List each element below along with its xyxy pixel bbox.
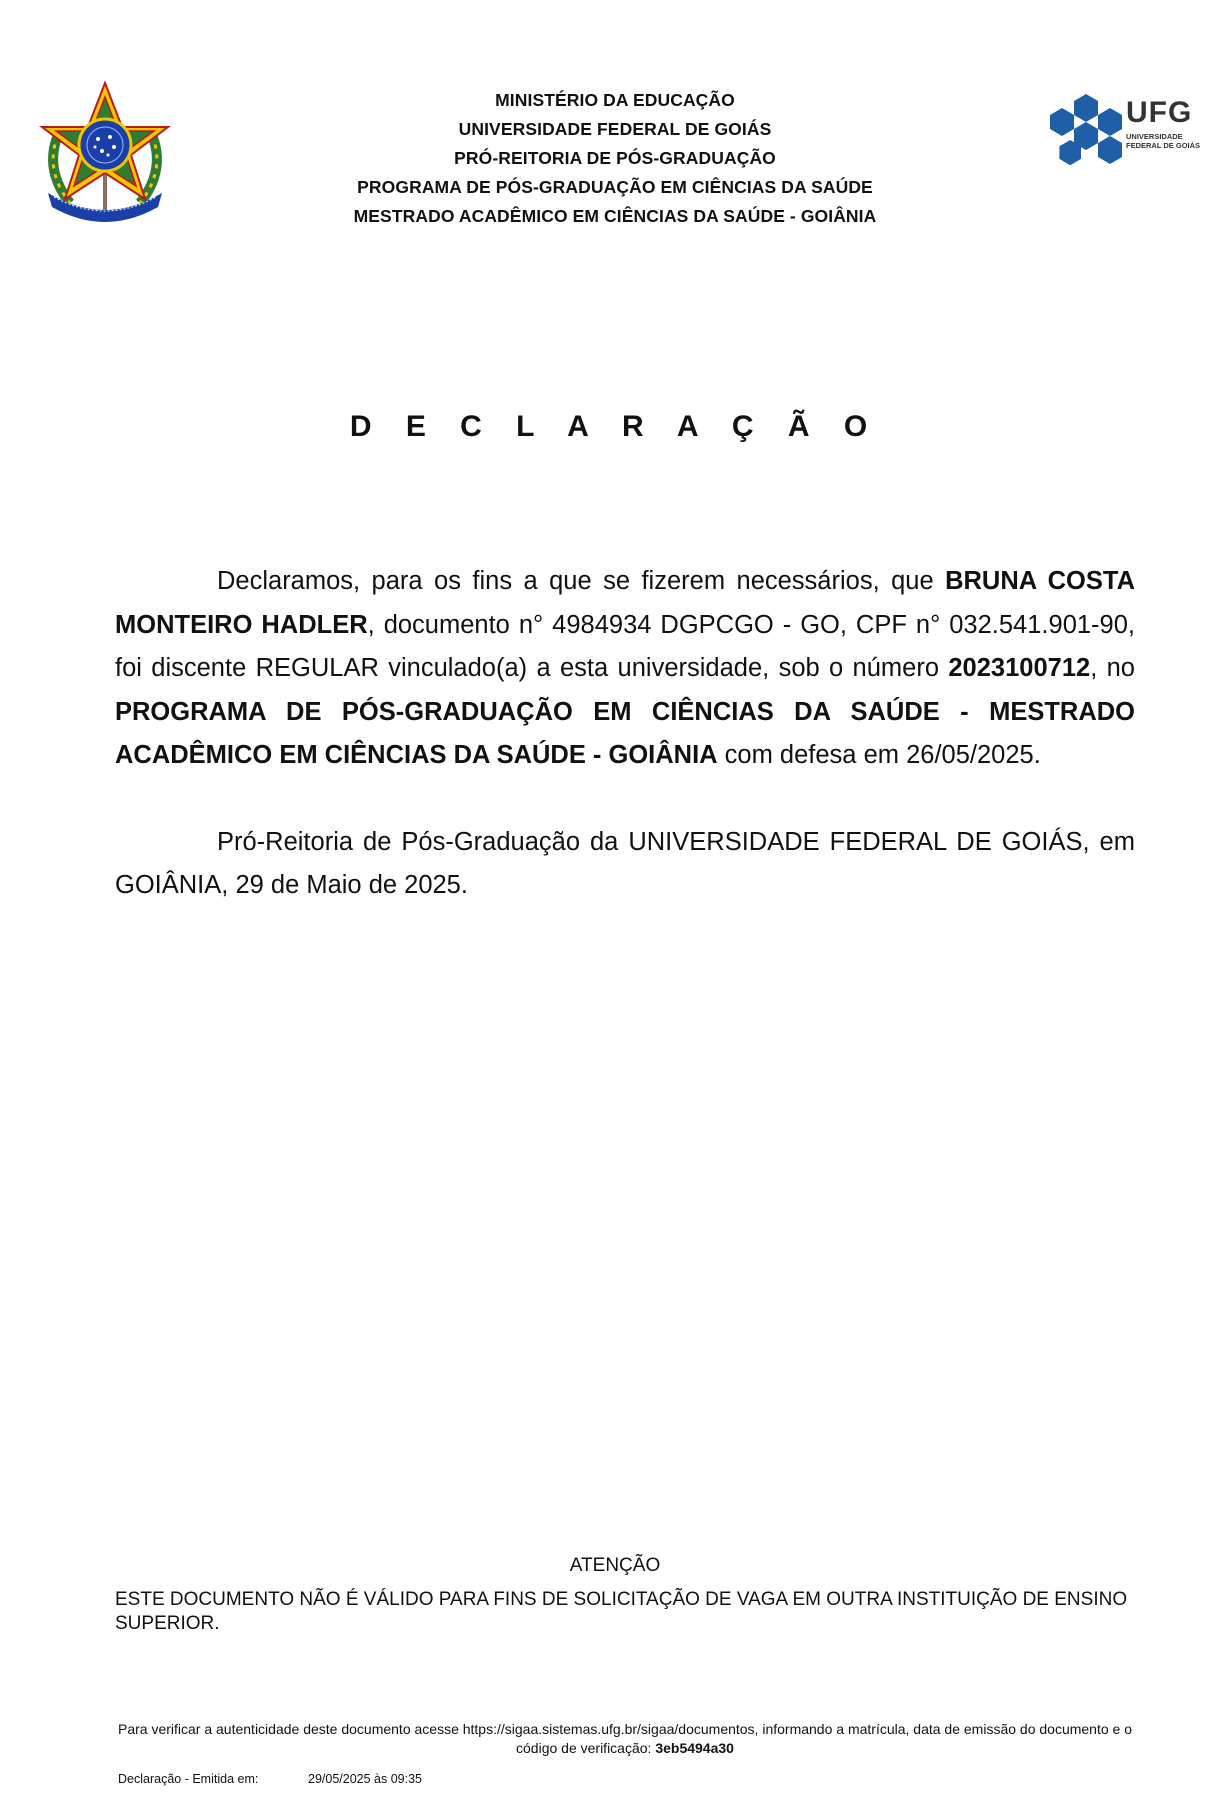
header-line-pro-rectory: PRÓ-REITORIA DE PÓS-GRADUAÇÃO — [454, 148, 776, 168]
header-line-program: PROGRAMA DE PÓS-GRADUAÇÃO EM CIÊNCIAS DA SAÚDE — [357, 177, 873, 197]
student-name: BRUNA COSTA MONTEIRO HADLER — [115, 567, 1135, 639]
declaration-no-text: , no — [1090, 654, 1135, 682]
ufg-logo-text: UFG — [1126, 96, 1193, 129]
ufg-logo-subtext-2: FEDERAL DE GOIÁS — [1126, 141, 1201, 150]
verification-text: Para verificar a autenticidade deste documento acesse https://sigaa.sistemas.ufg.br/sigaa/documentos, informando a matrícula, data de emissão do documento e o código de verificação: — [117, 1721, 1132, 1756]
declaration-body — [115, 560, 1135, 908]
header-line-university: UNIVERSIDADE FEDERAL DE GOIÁS — [458, 119, 772, 139]
declaration-defense-text: com defesa em 26/05/2025. — [717, 741, 1041, 769]
issued-label: Declaração - Emitida em: — [118, 1772, 259, 1786]
declaration-intro-text: Declaramos, para os fins a que se fizerem necessários, que — [217, 567, 946, 595]
header-line-master: MESTRADO ACADÊMICO EM CIÊNCIAS DA SAÚDE - GOIÂNIA — [353, 206, 877, 226]
attention-title: ATENÇÃO — [569, 1555, 661, 1576]
verification-note — [110, 1720, 1140, 1758]
declaration-place-date: Pró-Reitoria de Pós-Graduação da UNIVERSIDADE FEDERAL DE GOIÁS, em GOIÂNIA, 29 de Maio de 2025. — [115, 827, 1135, 899]
ufg-logo-subtext-1: UNIVERSIDADE — [1126, 132, 1183, 141]
brazil-coat-of-arms-icon — [30, 75, 180, 225]
program-name: PROGRAMA DE PÓS-GRADUAÇÃO EM CIÊNCIAS DA SAÚDE - MESTRADO ACADÊMICO EM CIÊNCIAS DA SAÚDE - GOIÂNIA — [115, 697, 1135, 769]
document-title: D E C L A R A Ç Ã O — [349, 410, 881, 443]
registration-number: 2023100712 — [948, 654, 1091, 682]
verification-code: 3eb5494a30 — [655, 1740, 734, 1756]
ufg-logo — [1048, 90, 1201, 170]
declaration-paragraph — [115, 560, 1135, 778]
declaration-document-text: , documento n° 4984934 DGPCGO - GO, CPF n° 032.541.901-90, foi discente REGULAR vinculado(a) a esta universidade, sob o número — [115, 610, 1135, 682]
issued-date: 29/05/2025 às 09:35 — [308, 1772, 422, 1786]
attention-text: ESTE DOCUMENTO NÃO É VÁLIDO PARA FINS DE SOLICITAÇÃO DE VAGA EM OUTRA INSTITUIÇÃO DE ENSINO SUPERIOR. — [115, 1589, 1128, 1634]
header-institution-lines — [300, 86, 930, 231]
header-line-ministry: MINISTÉRIO DA EDUCAÇÃO — [495, 90, 735, 110]
